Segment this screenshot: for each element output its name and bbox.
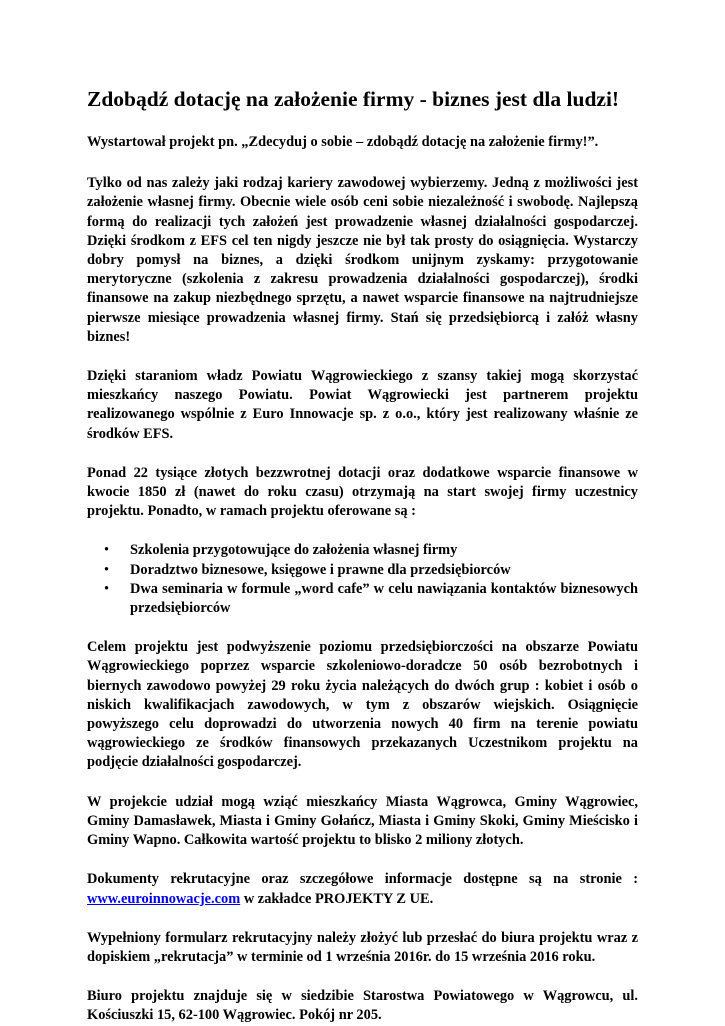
paragraph-documents <box>87 870 638 908</box>
bullet-icon: • <box>104 561 110 578</box>
list-item-text: Szkolenia przygotowujące do założenia własnej firmy <box>130 542 458 559</box>
list-item <box>87 561 638 580</box>
paragraph-career: Tylko od nas zależy jaki rodzaj kariery zawodowej wybierzemy. Jedną z możliwości jest założenie własnej firmy. Obecnie wiele osób ceni sobie niezależność i swobodę. Najlepszą formą do realizacji tych założeń jest prowadzenie własnej działalności gospodarczej. Dzięki środkom z EFS cel ten nigdy jeszcze nie był tak prosty do osiągnięcia. Wystarczy dobry pomysł na biznes, a dzięki środkom unijnym zyskamy: przygotowanie merytoryczne (szkolenia z zakresu prowadzenia działalności gospodarczej), środki finansowe na zakup niezbędnego sprzętu, a nawet wsparcie finansowe na najtrudniejsze pierwsze miesiące prowadzenia własnej firmy. Stań się przedsiębiorcą i załóż własny biznes! <box>87 175 638 345</box>
documents-text-after: w zakładce PROJEKTY Z UE. <box>240 890 434 907</box>
paragraph-office: Biuro projektu znajduje się w siedzibie Starostwa Powiatowego w Wągrowcu, ul. Kościuszki 15, 62-100 Wągrowiec. Pokój nr 205. <box>87 988 638 1024</box>
paragraph-funding: Ponad 22 tysiące złotych bezzwrotnej dotacji oraz dodatkowe wsparcie finansowe w kwocie 1850 zł (nawet do roku czasu) otrzymają na start swojej firmy uczestnicy projektu. Ponadto, w ramach projektu oferowane są : <box>87 464 638 520</box>
list-item <box>87 580 638 618</box>
paragraph-project-goal: Celem projektu jest podwyższenie poziomu przedsiębiorczości na obszarze Powiatu Wągrowieckiego poprzez wsparcie szkoleniowo-doradcze 50 osób bezrobotnych i biernych zawodowo powyżej 29 roku życia należących do dwóch grup : kobiet i osób o niskich kwalifikacjach zawodowych, w tym z obszarów wiejskich. Osiągnięcie powyższego celu doprowadzi do utworzenia nowych 40 firm na terenie powiatu wągrowieckiego ze środków finansowych przekazanych Uczestnikom projektu na podjęcie działalności gospodarczej. <box>87 639 638 771</box>
paragraph-participants: W projekcie udział mogą wziąć mieszkańcy Miasta Wągrowca, Gminy Wągrowiec, Gminy Damasławek, Miasta i Gminy Gołańcz, Miasta i Gminy Skoki, Gminy Mieścisko i Gminy Wapno. Całkowita wartość projektu to blisko 2 miliony złotych. <box>87 793 638 849</box>
paragraph-partnership: Dzięki staraniom władz Powiatu Wągrowieckiego z szansy takiej mogą skorzystać mieszkańcy naszego Powiatu. Powiat Wągrowiecki jest partnerem projektu realizowanego wspólnie z Euro Innowacje sp. z o.o., który jest realizowany właśnie ze środków EFS. <box>87 368 638 442</box>
document-title: Zdobądź dotację na założenie firmy - biznes jest dla ludzi! <box>87 87 620 111</box>
intro-paragraph: Wystartował projekt pn. „Zdecyduj o sobie – zdobądź dotację na założenie firmy!”. <box>87 134 599 150</box>
website-link[interactable]: www.euroinnowacje.com <box>87 890 241 907</box>
list-item <box>87 541 638 560</box>
list-item-text: Dwa seminaria w formule „word cafe” w celu nawiązania kontaktów biznesowych przedsiębiorców <box>130 580 638 617</box>
documents-text: Dokumenty rekrutacyjne oraz szczegółowe informacje dostępne są na stronie : <box>87 871 638 888</box>
list-item-text: Doradztwo biznesowe, księgowe i prawne dla przedsiębiorców <box>130 561 511 578</box>
bullet-icon: • <box>104 580 110 597</box>
bullet-icon: • <box>104 542 110 559</box>
offer-list <box>87 541 638 618</box>
paragraph-recruitment: Wypełniony formularz rekrutacyjny należy złożyć lub przesłać do biura projektu wraz z dopiskiem „rekrutacja” w terminie od 1 września 2016r. do 15 września 2016 roku. <box>87 929 638 965</box>
